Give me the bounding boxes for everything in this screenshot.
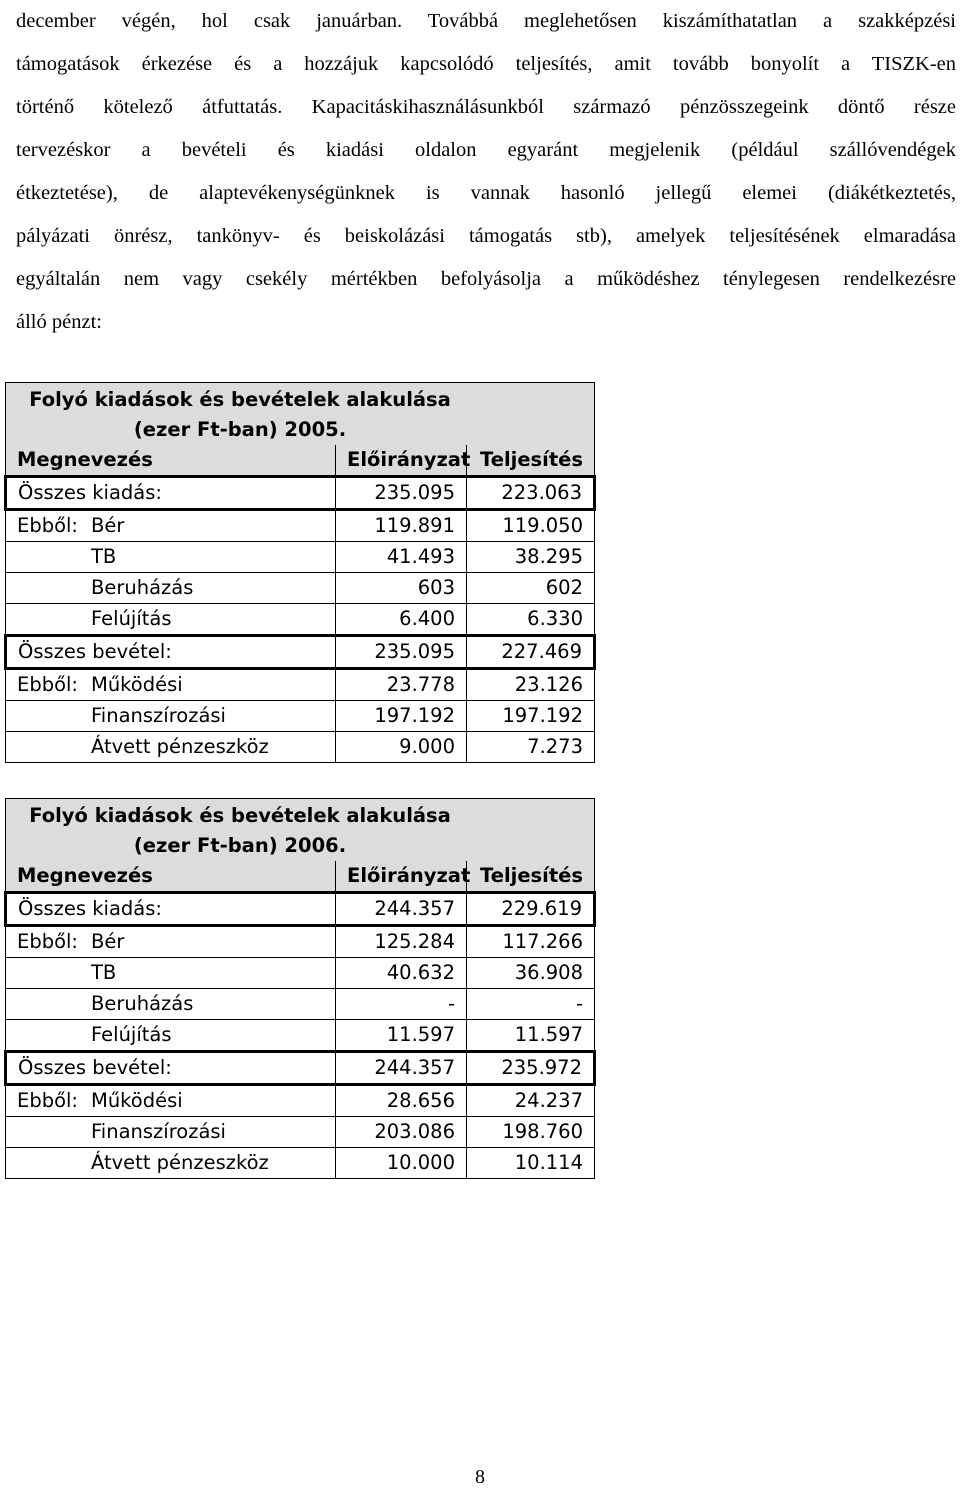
row-label: Működési (91, 673, 183, 696)
caption-line: (ezer Ft-ban) 2006. (133, 834, 347, 857)
plan-value: 197.192 (336, 701, 467, 732)
row-label: Beruházás (91, 992, 194, 1015)
row-prefix: Összes kiadás: (18, 481, 162, 504)
table-caption (6, 383, 595, 446)
table-row (6, 732, 595, 763)
actual-value: 6.330 (467, 604, 595, 636)
table-caption-row (6, 383, 595, 446)
row-label: Átvett pénzeszköz (91, 1151, 269, 1174)
row-label: Bér (91, 514, 125, 537)
plan-value: 235.095 (336, 477, 467, 510)
col-header-name: Megnevezés (6, 445, 336, 477)
row-label-cell (6, 636, 336, 669)
col-header-actual: Teljesítés (467, 445, 595, 477)
row-prefix: Összes bevétel: (18, 640, 172, 663)
actual-value: 24.237 (467, 1085, 595, 1117)
row-label-cell (6, 1117, 336, 1148)
plan-value: 40.632 (336, 958, 467, 989)
actual-value: 223.063 (467, 477, 595, 510)
table-row (6, 604, 595, 636)
table-row (6, 477, 595, 510)
row-label-cell (6, 958, 336, 989)
row-label-cell (6, 573, 336, 604)
table-caption (6, 799, 595, 862)
plan-value: 244.357 (336, 893, 467, 926)
table-body (6, 477, 595, 763)
row-label-cell (6, 477, 336, 510)
paragraph-line: támogatások érkezése és a hozzájuk kapcsolódó teljesítés, amit tovább bonyolít a TISZK-en (16, 53, 956, 75)
actual-value: 119.050 (467, 510, 595, 542)
row-label: Működési (91, 1089, 183, 1112)
col-header-plan: Előirányzat (336, 861, 467, 893)
actual-value: 38.295 (467, 542, 595, 573)
row-label-cell (6, 732, 336, 763)
actual-value: 7.273 (467, 732, 595, 763)
page-number: 8 (475, 1466, 485, 1488)
plan-value: 119.891 (336, 510, 467, 542)
table-row (6, 1052, 595, 1085)
table-row (6, 1148, 595, 1179)
row-label-cell (6, 510, 336, 542)
table-header-row (6, 861, 595, 893)
table-row (6, 958, 595, 989)
actual-value: 227.469 (467, 636, 595, 669)
row-label: Felújítás (91, 1023, 172, 1046)
paragraph-line: egyáltalán nem vagy csekély mértékben befolyásolja a működéshez ténylegesen rendelkezésre (16, 268, 956, 290)
actual-value: 23.126 (467, 669, 595, 701)
finance-table-2005 (4, 382, 596, 763)
body-paragraph (16, 0, 956, 344)
table-row (6, 1085, 595, 1117)
paragraph-line: történő kötelező átfuttatás. Kapacitáskihasználásunkból származó pénzösszegeink döntő része (16, 96, 956, 118)
actual-value: 11.597 (467, 1020, 595, 1052)
caption-line: (ezer Ft-ban) 2005. (133, 418, 347, 441)
plan-value: 125.284 (336, 926, 467, 958)
plan-value: 23.778 (336, 669, 467, 701)
row-label-cell (6, 604, 336, 636)
col-header-name: Megnevezés (6, 861, 336, 893)
table-row (6, 573, 595, 604)
plan-value: - (336, 989, 467, 1020)
plan-value: 28.656 (336, 1085, 467, 1117)
row-label: TB (91, 545, 117, 568)
actual-value: 10.114 (467, 1148, 595, 1179)
row-prefix: Összes bevétel: (18, 1056, 172, 1079)
table-body (6, 893, 595, 1179)
row-label-cell (6, 1052, 336, 1085)
actual-value: 235.972 (467, 1052, 595, 1085)
row-label: Finanszírozási (91, 704, 226, 727)
row-label-cell (6, 669, 336, 701)
row-label-cell (6, 926, 336, 958)
plan-value: 603 (336, 573, 467, 604)
table-row (6, 1020, 595, 1052)
row-prefix: Ebből: (17, 673, 78, 696)
actual-value: 198.760 (467, 1117, 595, 1148)
table-row (6, 1117, 595, 1148)
table-row (6, 893, 595, 926)
paragraph-line: étkeztetése), de alaptevékenységünknek is vannak hasonló jellegű elemei (diákétkeztetés, (16, 182, 956, 204)
plan-value: 10.000 (336, 1148, 467, 1179)
row-label: Beruházás (91, 576, 194, 599)
paragraph-line: álló pénzt: (16, 311, 102, 333)
table-row (6, 989, 595, 1020)
row-prefix: Ebből: (17, 514, 78, 537)
table-row (6, 636, 595, 669)
plan-value: 6.400 (336, 604, 467, 636)
table-row (6, 669, 595, 701)
finance-table-2006 (4, 798, 596, 1179)
actual-value: 602 (467, 573, 595, 604)
actual-value: - (467, 989, 595, 1020)
row-label: TB (91, 961, 117, 984)
paragraph-line: pályázati önrész, tankönyv- és beiskolázási támogatás stb), amelyek teljesítésének elmaradása (16, 225, 956, 247)
row-label: Felújítás (91, 607, 172, 630)
paragraph-line: december végén, hol csak januárban. Továbbá meglehetősen kiszámíthatatlan a szakképzési (16, 10, 956, 32)
plan-value: 235.095 (336, 636, 467, 669)
row-label-cell (6, 701, 336, 732)
plan-value: 244.357 (336, 1052, 467, 1085)
row-label: Finanszírozási (91, 1120, 226, 1143)
row-label-cell (6, 1085, 336, 1117)
caption-line: Folyó kiadások és bevételek alakulása (29, 388, 451, 411)
row-label-cell (6, 989, 336, 1020)
plan-value: 11.597 (336, 1020, 467, 1052)
actual-value: 36.908 (467, 958, 595, 989)
table-row (6, 510, 595, 542)
table-caption-row (6, 799, 595, 862)
table-row (6, 926, 595, 958)
actual-value: 197.192 (467, 701, 595, 732)
plan-value: 203.086 (336, 1117, 467, 1148)
table-header-row (6, 445, 595, 477)
row-label-cell (6, 893, 336, 926)
row-label: Átvett pénzeszköz (91, 735, 269, 758)
plan-value: 41.493 (336, 542, 467, 573)
row-prefix: Összes kiadás: (18, 897, 162, 920)
caption-line: Folyó kiadások és bevételek alakulása (29, 804, 451, 827)
row-label-cell (6, 542, 336, 573)
table-row (6, 701, 595, 732)
actual-value: 117.266 (467, 926, 595, 958)
paragraph-line: tervezéskor a bevételi és kiadási oldalon egyaránt megjelenik (például szállóvendégek (16, 139, 956, 161)
col-header-plan: Előirányzat (336, 445, 467, 477)
row-prefix: Ebből: (17, 930, 78, 953)
row-prefix: Ebből: (17, 1089, 78, 1112)
row-label-cell (6, 1020, 336, 1052)
row-label: Bér (91, 930, 125, 953)
actual-value: 229.619 (467, 893, 595, 926)
plan-value: 9.000 (336, 732, 467, 763)
col-header-actual: Teljesítés (467, 861, 595, 893)
table-row (6, 542, 595, 573)
row-label-cell (6, 1148, 336, 1179)
